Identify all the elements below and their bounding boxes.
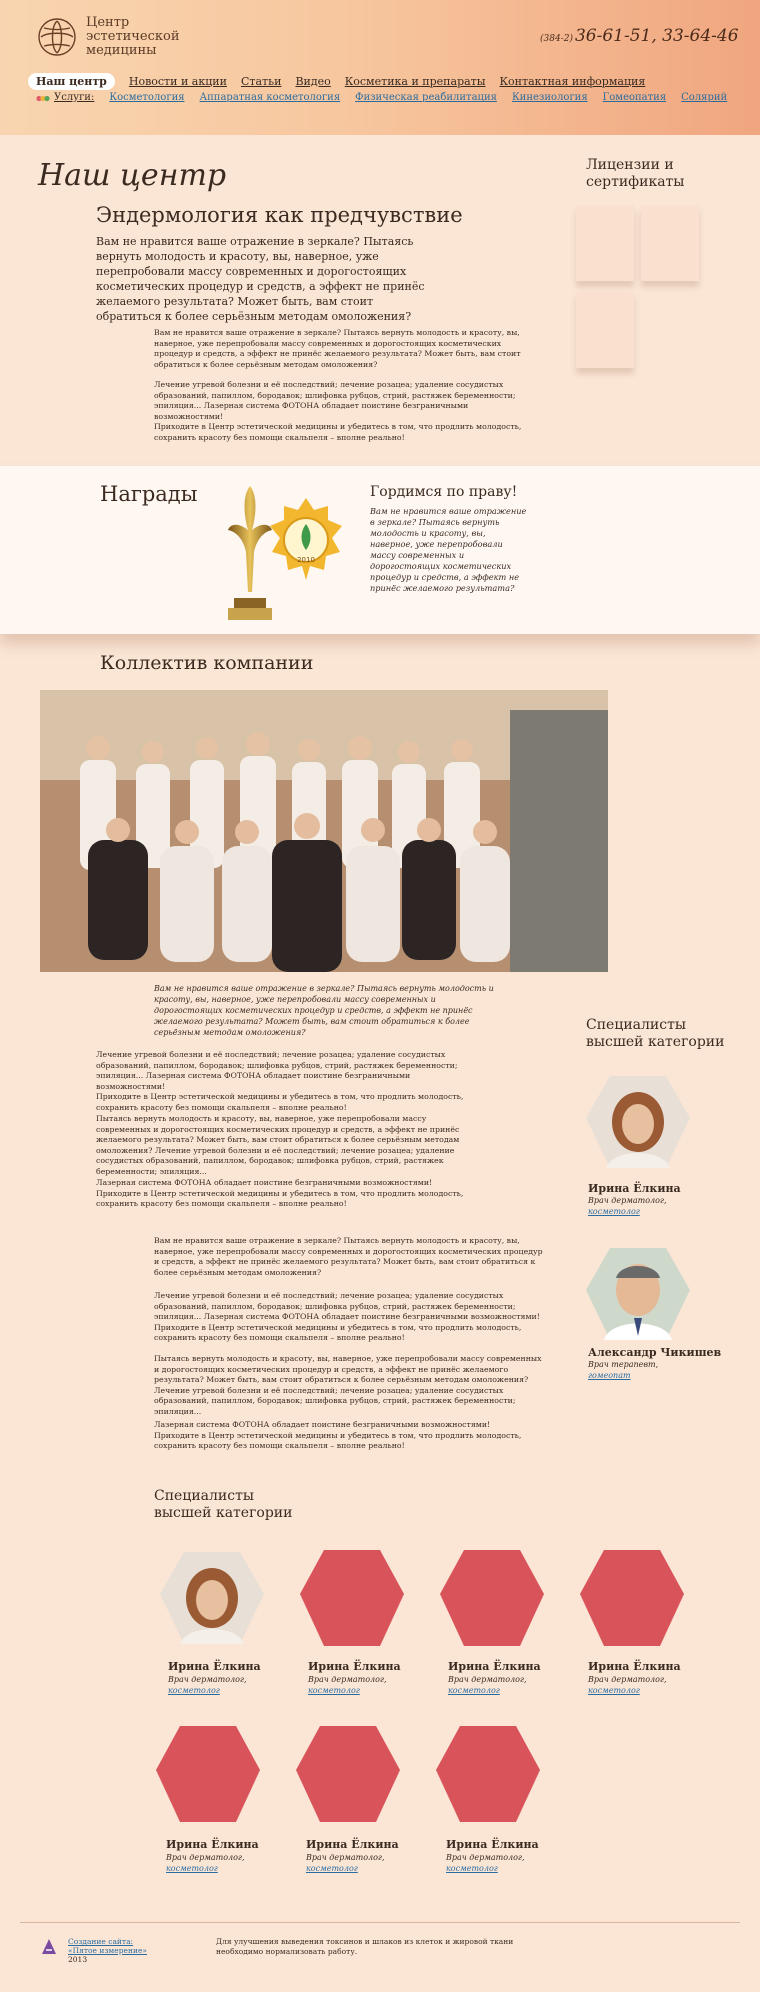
specialist-name: Ирина Ёлкина xyxy=(588,1182,681,1195)
team-paragraph: Лечение угревой болезни и её последствий; лечение розацеа; удаление сосудистых образований, папиллом, бородавок; шлифовка рубцов, стрий, растяжек беременности; эпиляция... Лазерная система ФОТОНА обладает поистине безграничными возможностями! Приходите в Центр эстетической медицины и убедитесь в том, что продлить молодость, сохранить красоту без помощи скальпеля – вполне реально! xyxy=(154,1291,540,1343)
specialist-name: Ирина Ёлкина xyxy=(588,1660,681,1673)
specialist-role: Врач дерматолог, xyxy=(166,1853,245,1862)
specialist-photo-placeholder[interactable] xyxy=(152,1722,264,1826)
specialist-role: Врач дерматолог, xyxy=(168,1675,247,1684)
specialist-name: Александр Чикишев xyxy=(588,1346,722,1359)
specialist-link[interactable]: косметолог xyxy=(308,1686,360,1695)
nav-item-our-center[interactable]: Наш центр xyxy=(28,73,115,90)
services-nav xyxy=(36,92,727,103)
nav-item-video[interactable]: Видео xyxy=(295,75,331,88)
footer-year: 2013 xyxy=(68,1955,88,1964)
specialist-photo-placeholder[interactable] xyxy=(436,1546,548,1650)
logo-line: Центр xyxy=(86,15,130,30)
logo-icon[interactable] xyxy=(36,16,78,58)
phone-number: 36-61-51, 33-64-46 xyxy=(574,26,739,46)
award-medal-icon xyxy=(268,496,344,588)
specialist-photo-placeholder[interactable] xyxy=(292,1722,404,1826)
team-paragraph: Пытаясь вернуть молодость и красоту, вы, наверное, уже перепробовали массу современных и дорогостоящих косметических процедур и средств, а эффект не принёс желаемого результата? Может быть, вам стоит обратиться к более серьёзным методам омоложения? Лечение угревой болезни и её последствий; лечение розацеа; удаление сосудистых образований, папиллом, бородавок; шлифовка рубцов, стрий, растяжек беременности; эпиляция... xyxy=(154,1354,542,1416)
specialist-name: Ирина Ёлкина xyxy=(448,1660,541,1673)
side-specialists-title: Специалисты высшей категории xyxy=(586,1017,725,1050)
specialist-name: Ирина Ёлкина xyxy=(166,1838,259,1851)
service-link[interactable]: Гомеопатия xyxy=(602,92,667,103)
services-dots-icon xyxy=(36,95,50,102)
article-paragraph: Лечение угревой болезни и её последствий; лечение розацеа; удаление сосудистых образований, папиллом, бородавок; шлифовка рубцов, стрий, растяжек беременности; эпиляция... Лазерная система ФОТОНА обладает поистине безграничными возможностями! Приходите в Центр эстетической медицины и убедитесь в том, что продлить молодость, сохранить красоту без помощи скальпеля – вполне реально! xyxy=(154,380,522,442)
specialists-title: Специалисты высшей категории xyxy=(154,1488,293,1521)
specialist-role: Врач дерматолог, xyxy=(308,1675,387,1684)
services-label[interactable]: Услуги: xyxy=(54,92,95,103)
specialist-photo-placeholder[interactable] xyxy=(296,1546,408,1650)
logo-line: эстетической xyxy=(86,29,180,44)
page-title: Наш центр xyxy=(38,158,227,193)
medal-year: 2010 xyxy=(297,556,315,564)
specialist-role: Врач терапевт, xyxy=(588,1360,659,1369)
article-title: Эндермология как предчувствие xyxy=(96,203,463,227)
article-paragraph: Вам не нравится ваше отражение в зеркале? Пытаясь вернуть молодость и красоту, вы, наверное, уже перепробовали массу современных и дорогостоящих косметических процедур и средств, а эффект не принёс желаемого результата? Может быть, вам стоит обратиться к более серьёзным методам омоложения? xyxy=(154,328,521,369)
team-paragraph: Вам не нравится ваше отражение в зеркале? Пытаясь вернуть молодость и красоту, вы, наверное, уже перепробовали массу современных и дорогостоящих косметических процедур и средств, а эффект не принёс желаемого результата? Может быть, вам стоит обратиться к более серьёзным методам омоложения? xyxy=(154,1236,543,1277)
logo-text[interactable] xyxy=(86,16,206,58)
developer-company-link[interactable]: «Пятое измерение» xyxy=(68,1946,147,1955)
team-photo-illustration xyxy=(40,690,608,972)
specialist-photo-placeholder[interactable] xyxy=(432,1722,544,1826)
specialist-role: Врач дерматолог, xyxy=(588,1675,667,1684)
nav-item-articles[interactable]: Статьи xyxy=(240,75,282,88)
team-paragraph: Лазерная система ФОТОНА обладает поистине безграничными возможностями! Приходите в Центр эстетической медицины и убедитесь в том, что продлить молодость, сохранить красоту без помощи скальпеля – вполне реально! xyxy=(154,1420,522,1451)
service-link[interactable]: Кинезиология xyxy=(511,92,588,103)
footer-text: Для улучшения выведения токсинов и шлаков из клеток и жировой ткани необходимо нормализовать работу. xyxy=(216,1937,514,1956)
licenses-title: Лицензии и сертификаты xyxy=(586,157,685,190)
specialist-link[interactable]: косметолог xyxy=(306,1864,358,1873)
team-paragraph: Пытаясь вернуть молодость и красоту, вы, наверное, уже перепробовали массу современных и дорогостоящих косметических процедур и средств, а эффект не принёс желаемого результата? Может быть, вам стоит обратиться к более серьёзным методам омоложения? Лечение угревой болезни и её последствий; лечение розацеа; удаление сосудистых образований, папиллом, бородавок; шлифовка рубцов, стрий, растяжек беременности; эпиляция... xyxy=(96,1114,460,1176)
license-thumbnail[interactable] xyxy=(576,292,634,368)
awards-title: Награды xyxy=(100,482,198,506)
specialist-link[interactable]: косметолог xyxy=(166,1864,218,1873)
specialist-link[interactable]: косметолог xyxy=(448,1686,500,1695)
specialist-link[interactable]: гомеопат xyxy=(588,1371,631,1380)
team-photo[interactable] xyxy=(40,690,608,972)
article-lead: Вам не нравится ваше отражение в зеркале? Пытаясь вернуть молодость и красоту, вы, наверное, уже перепробовали массу современных и дорогостоящих косметических процедур и средств, а эффект не принёс желаемого результата? Может быть, вам стоит обратиться к более серьёзным методам омоложения? xyxy=(96,235,425,323)
team-paragraph: Лазерная система ФОТОНА обладает поистине безграничными возможностями! Приходите в Центр эстетической медицины и убедитесь в том, что продлить молодость, сохранить красоту без помощи скальпеля – вполне реально! xyxy=(96,1178,464,1209)
team-caption: Вам не нравится ваше отражение в зеркале? Пытаясь вернуть молодость и красоту, вы, наверное, уже перепробовали массу современных и дорогостоящих косметических процедур и средств, а эффект не принёс желаемого результата? Может быть, вам стоит обратиться к более серьёзным методам омоложения? xyxy=(154,984,494,1037)
specialist-role: Врач дерматолог, xyxy=(448,1675,527,1684)
specialist-role: Врач дерматолог, xyxy=(588,1196,667,1205)
specialist-link[interactable]: косметолог xyxy=(446,1864,498,1873)
specialist-role: Врач дерматолог, xyxy=(446,1853,525,1862)
developer-label[interactable]: Создание сайта: xyxy=(68,1937,134,1946)
service-link[interactable]: Солярий xyxy=(681,92,728,103)
phone xyxy=(540,26,739,46)
service-link[interactable]: Физическая реабилитация xyxy=(355,92,497,103)
logo-line: медицины xyxy=(86,43,157,58)
specialist-link[interactable]: косметолог xyxy=(168,1686,220,1695)
specialist-photo[interactable] xyxy=(156,1546,268,1650)
specialist-name: Ирина Ёлкина xyxy=(168,1660,261,1673)
nav-item-cosmetics[interactable]: Косметика и препараты xyxy=(344,75,486,88)
license-thumbnail[interactable] xyxy=(576,205,634,281)
license-thumbnail[interactable] xyxy=(641,205,699,281)
phone-code: (384-2) xyxy=(540,34,573,44)
nav-item-contacts[interactable]: Контактная информация xyxy=(499,75,646,88)
specialist-name: Ирина Ёлкина xyxy=(306,1838,399,1851)
specialist-link[interactable]: косметолог xyxy=(588,1207,640,1216)
team-paragraph: Лечение угревой болезни и её последствий; лечение розацеа; удаление сосудистых образований, папиллом, бородавок; шлифовка рубцов, стрий, растяжек беременности; эпиляция... Лазерная система ФОТОНА обладает поистине безграничными возможностями! Приходите в Центр эстетической медицины и убедитесь в том, что продлить молодость, сохранить красоту без помощи скальпеля – вполне реально! xyxy=(96,1050,464,1112)
specialist-photo[interactable] xyxy=(582,1242,694,1346)
pride-title: Гордимся по праву! xyxy=(370,484,518,500)
developer-credit xyxy=(68,1937,147,1964)
specialist-name: Ирина Ёлкина xyxy=(446,1838,539,1851)
specialist-photo-placeholder[interactable] xyxy=(576,1546,688,1650)
team-title: Коллектив компании xyxy=(100,652,314,674)
specialist-name: Ирина Ёлкина xyxy=(308,1660,401,1673)
footer-divider xyxy=(20,1922,740,1923)
main-nav xyxy=(28,73,645,90)
service-link[interactable]: Аппаратная косметология xyxy=(199,92,341,103)
specialist-role: Врач дерматолог, xyxy=(306,1853,385,1862)
specialist-link[interactable]: косметолог xyxy=(588,1686,640,1695)
nav-item-news[interactable]: Новости и акции xyxy=(128,75,227,88)
service-link[interactable]: Косметология xyxy=(109,92,185,103)
specialist-photo[interactable] xyxy=(582,1070,694,1174)
developer-logo-icon[interactable] xyxy=(38,1936,60,1958)
pride-text: Вам не нравится ваше отражение в зеркале? Пытаясь вернуть молодость и красоту, вы, наверное, уже перепробовали массу современных и дорогостоящих косметических процедур и средств, а эффект не принёс желаемого результата? xyxy=(370,506,527,593)
